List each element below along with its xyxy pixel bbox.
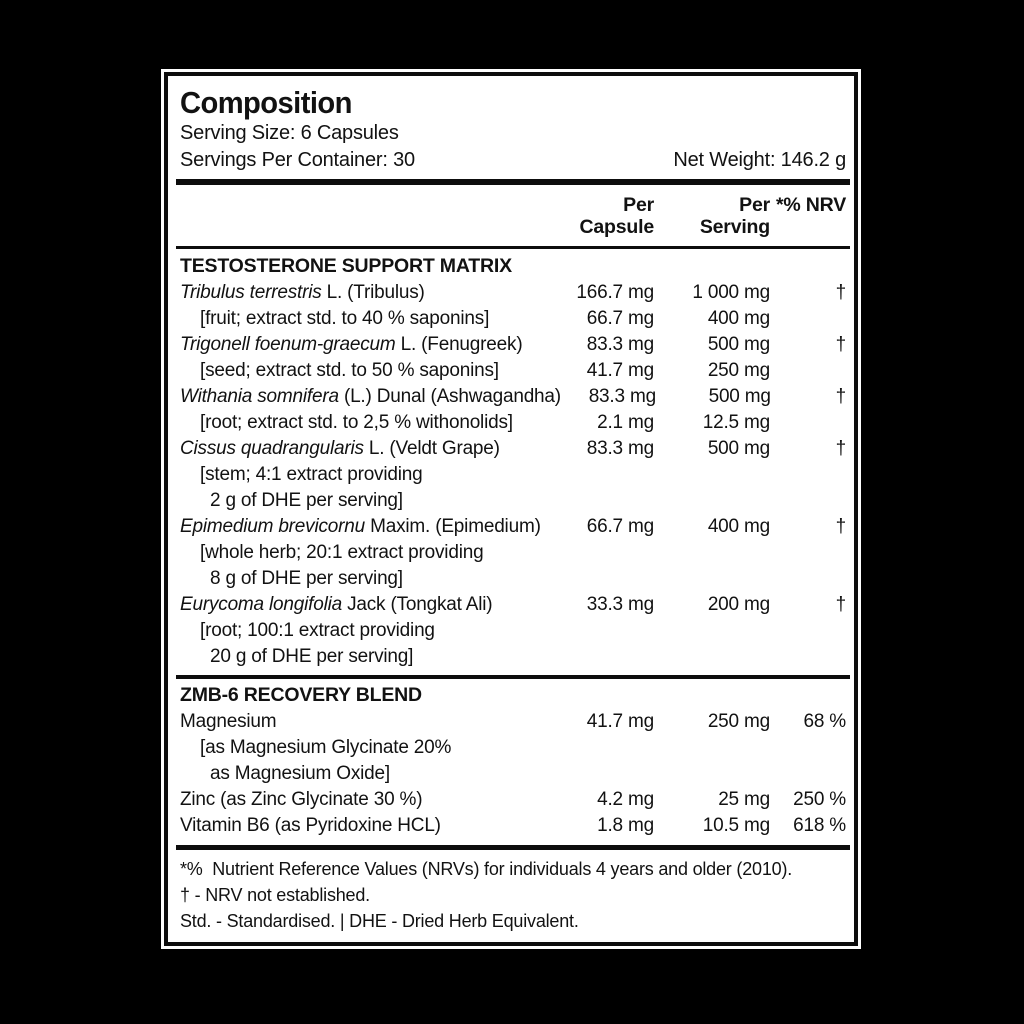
per-serving-value [654,566,770,592]
per-serving-value: 25 mg [718,789,770,810]
ingredient-table [180,253,846,839]
per-serving-value: 10.5 mg [702,815,770,836]
per-serving-value: 400 mg [707,308,770,329]
ingredient-name: [whole herb; 20:1 extract providing [200,542,484,563]
latin-name: Eurycoma longifolia [180,594,343,615]
table-row [180,787,846,813]
nrv-value: † [835,516,846,537]
per-serving-value [654,644,770,670]
ingredient-name: Vitamin B6 (as Pyridoxine HCL) [180,815,441,836]
per-capsule-value: 41.7 mg [586,711,654,732]
per-capsule-value [558,618,654,644]
nrv-value: † [835,386,846,407]
nrv-value [770,488,846,514]
ingredient-name: [root; extract std. to 2,5 % withonolids] [200,412,513,433]
per-serving-value: 1 000 mg [692,282,770,303]
per-serving-value: 12.5 mg [702,412,770,433]
footnote: *% Nutrient Reference Values (NRVs) for individuals 4 years and older (2010). [180,859,793,879]
per-capsule-value: 166.7 mg [576,282,654,303]
per-serving-value [654,462,770,488]
per-capsule-value: 2.1 mg [597,412,654,433]
table-row [180,332,846,358]
nrv-value [770,306,846,332]
composition-panel [164,72,858,946]
nrv-value: 618 % [793,815,846,836]
nrv-value: † [835,282,846,303]
ingredient-name: [seed; extract std. to 50 % saponins] [200,360,499,381]
table-row [180,488,846,514]
table-row [180,735,846,761]
per-serving-value: 400 mg [707,516,770,537]
per-serving-value [654,540,770,566]
table-row [180,514,846,540]
nrv-value [770,540,846,566]
per-capsule-value: 83.3 mg [586,334,654,355]
per-serving-value: 500 mg [708,386,771,407]
table-row [180,358,846,384]
per-capsule-value: 83.3 mg [586,438,654,459]
nrv-value [770,462,846,488]
latin-name: Tribulus terrestris [180,282,322,303]
per-serving-value [654,761,770,787]
per-capsule-value: 83.3 mg [588,386,656,407]
table-row [180,618,846,644]
footnote: Std. - Standardised. | DHE - Dried Herb Equivalent. [180,911,579,931]
serving-size: Serving Size: 6 Capsules [180,122,399,144]
column-per-serving: Per Serving [699,194,770,238]
table-row [180,436,846,462]
nrv-value [770,410,846,436]
column-per-capsule: Per Capsule [579,194,654,238]
table-row [180,462,846,488]
table-row [180,709,846,735]
nrv-value: † [835,334,846,355]
section-title: TESTOSTERONE SUPPORT MATRIX [180,255,512,277]
net-weight: Net Weight: 146.2 g [673,149,846,171]
per-capsule-value [558,488,654,514]
per-serving-value [654,735,770,761]
footnotes [180,856,846,934]
table-row [180,566,846,592]
table-row [180,644,846,670]
per-capsule-value: 66.7 mg [586,308,654,329]
ingredient-name: Eurycoma longifolia Jack (Tongkat Ali) [180,594,493,615]
per-serving-value: 500 mg [707,438,770,459]
column-nrv: *% NRV [776,194,846,216]
nrv-value: 250 % [793,789,846,810]
ingredient-name: Zinc (as Zinc Glycinate 30 %) [180,789,423,810]
panel-title: Composition [180,85,352,120]
per-serving-value: 250 mg [707,360,770,381]
latin-name: Withania somnifera [180,386,339,407]
per-capsule-value [558,644,654,670]
per-serving-value: 500 mg [707,334,770,355]
divider-footnotes [176,845,850,850]
per-capsule-value: 1.8 mg [597,815,654,836]
per-capsule-value: 33.3 mg [586,594,654,615]
table-row [180,410,846,436]
table-row [180,761,846,787]
per-capsule-value [558,540,654,566]
ingredient-name: Cissus quadrangularis L. (Veldt Grape) [180,438,500,459]
nrv-value: † [835,438,846,459]
divider-section [176,675,850,679]
latin-name: Epimedium brevicornu [180,516,366,537]
nrv-value [770,761,846,787]
ingredient-name: Epimedium brevicornu Maxim. (Epimedium) [180,516,541,537]
ingredient-name: [stem; 4:1 extract providing [200,464,423,485]
table-row [180,384,846,410]
nrv-value [770,618,846,644]
per-serving-value [654,488,770,514]
nrv-value: † [835,594,846,615]
per-capsule-value [558,735,654,761]
table-row [180,540,846,566]
latin-name: Cissus quadrangularis [180,438,364,459]
table-row [180,592,846,618]
per-capsule-value: 41.7 mg [586,360,654,381]
nrv-value: 68 % [803,711,846,732]
per-capsule-value: 4.2 mg [597,789,654,810]
footnote: † - NRV not established. [180,885,370,905]
ingredient-name: 20 g of DHE per serving] [210,646,414,667]
ingredient-name: as Magnesium Oxide] [210,763,390,784]
ingredient-name: Trigonell foenum-graecum L. (Fenugreek) [180,334,523,355]
column-headers [180,188,846,244]
ingredient-name: 8 g of DHE per serving] [210,568,403,589]
nrv-value [770,566,846,592]
table-row [180,813,846,839]
section-title: ZMB-6 RECOVERY BLEND [180,684,422,706]
per-capsule-value [558,761,654,787]
per-capsule-value: 66.7 mg [586,516,654,537]
per-serving-value [654,618,770,644]
latin-name: Trigonell foenum-graecum [180,334,396,355]
ingredient-name: [fruit; extract std. to 40 % saponins] [200,308,490,329]
per-capsule-value [558,462,654,488]
table-row [180,306,846,332]
per-serving-value: 200 mg [707,594,770,615]
nrv-value [770,735,846,761]
servings-netweight-row [180,147,846,174]
ingredient-name: Tribulus terrestris L. (Tribulus) [180,282,425,303]
ingredient-name: [as Magnesium Glycinate 20% [200,737,452,758]
per-serving-value: 250 mg [707,711,770,732]
per-capsule-value [558,566,654,592]
nrv-value [770,358,846,384]
column-blank [180,194,558,238]
ingredient-name: [root; 100:1 extract providing [200,620,435,641]
table-row [180,280,846,306]
nrv-value [770,644,846,670]
ingredient-name: Withania somnifera (L.) Dunal (Ashwagandha) [180,386,561,407]
ingredient-name: Magnesium [180,711,277,732]
ingredient-name: 2 g of DHE per serving] [210,490,403,511]
divider-header [176,179,850,185]
divider-columns [176,246,850,249]
servings-per-container: Servings Per Container: 30 [180,149,415,171]
